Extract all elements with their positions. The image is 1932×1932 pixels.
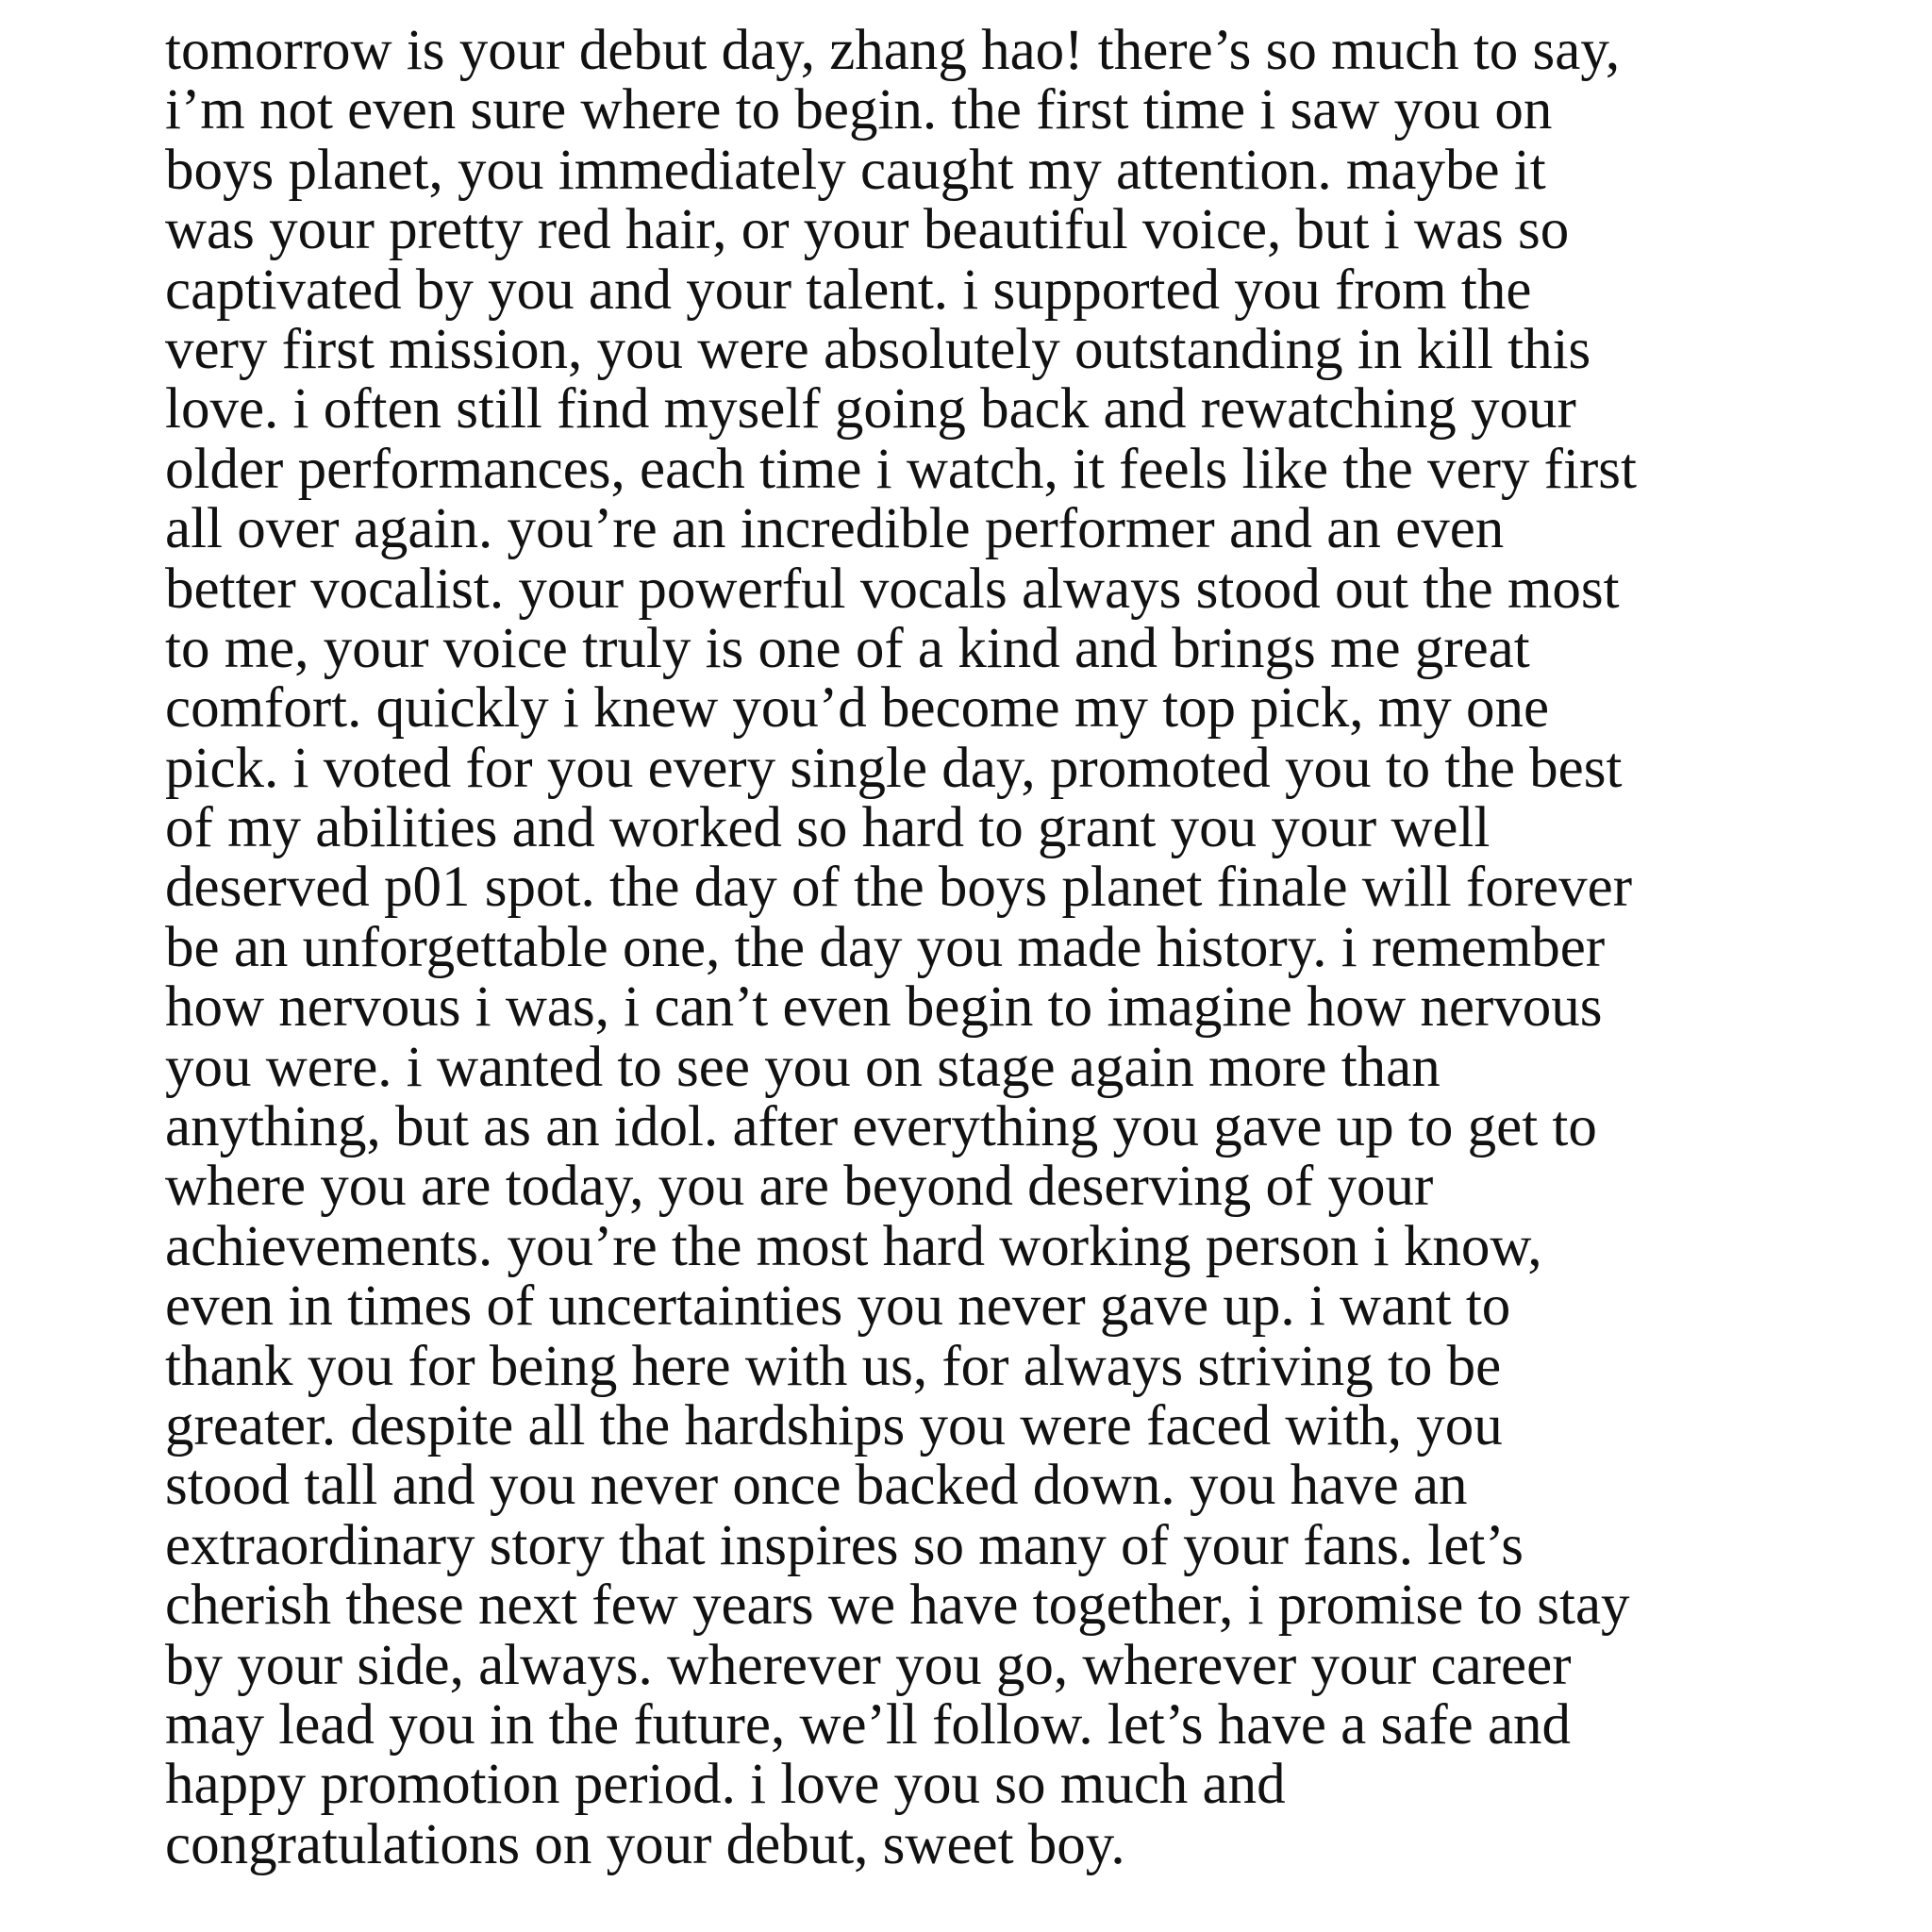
letter-line: comfort. quickly i knew you’d become my top pick, my one <box>165 676 1550 741</box>
letter-line: love. i often still find myself going back and rewatching your <box>165 377 1576 441</box>
letter-line: captivated by you and your talent. i supported you from the <box>165 258 1532 322</box>
letter-line: extraordinary story that inspires so many of your fans. let’s <box>165 1513 1524 1577</box>
letter-line: thank you for being here with us, for always striving to be <box>165 1334 1502 1398</box>
letter-line: was your pretty red hair, or your beautiful voice, but i was so <box>165 198 1570 262</box>
letter-line: i’m not even sure where to begin. the first time i saw you on <box>165 78 1553 142</box>
letter-line: happy promotion period. i love you so much and <box>165 1753 1286 1817</box>
letter-line: all over again. you’re an incredible performer and an even <box>165 497 1505 561</box>
letter-line: achievements. you’re the most hard working person i know, <box>165 1214 1542 1278</box>
letter-line: anything, but as an idol. after everything you gave up to get to <box>165 1095 1597 1159</box>
letter-line: where you are today, you are beyond deserving of your <box>165 1155 1434 1219</box>
letter-body <box>165 21 1825 1874</box>
letter-line: older performances, each time i watch, it feels like the very first <box>165 437 1637 501</box>
letter-line: of my abilities and worked so hard to grant you your well <box>165 796 1491 860</box>
letter-line: you were. i wanted to see you on stage again more than <box>165 1035 1441 1099</box>
letter-line: cherish these next few years we have together, i promise to stay <box>165 1574 1630 1638</box>
letter-line: even in times of uncertainties you never gave up. i want to <box>165 1274 1511 1339</box>
letter-line: congratulations on your debut, sweet boy. <box>165 1812 1125 1876</box>
letter-line: boys planet, you immediately caught my attention. maybe it <box>165 138 1546 202</box>
letter-line: may lead you in the future, we’ll follow. let’s have a safe and <box>165 1692 1572 1757</box>
letter-line: greater. despite all the hardships you were faced with, you <box>165 1393 1503 1457</box>
letter-line: to me, your voice truly is one of a kind and brings me great <box>165 616 1530 680</box>
letter-line: tomorrow is your debut day, zhang hao! there’s so much to say, <box>165 19 1621 82</box>
letter-line: better vocalist. your powerful vocals always stood out the most <box>165 557 1620 621</box>
letter-line: stood tall and you never once backed down. you have an <box>165 1454 1468 1518</box>
letter-line: pick. i voted for you every single day, promoted you to the best <box>165 736 1623 800</box>
letter-line: be an unforgettable one, the day you made history. i remember <box>165 915 1606 979</box>
letter-line: how nervous i was, i can’t even begin to imagine how nervous <box>165 975 1603 1040</box>
letter-line: by your side, always. wherever you go, wherever your career <box>165 1633 1572 1697</box>
letter-line: very first mission, you were absolutely outstanding in kill this <box>165 317 1591 381</box>
letter-line: deserved p01 spot. the day of the boys planet finale will forever <box>165 856 1633 920</box>
